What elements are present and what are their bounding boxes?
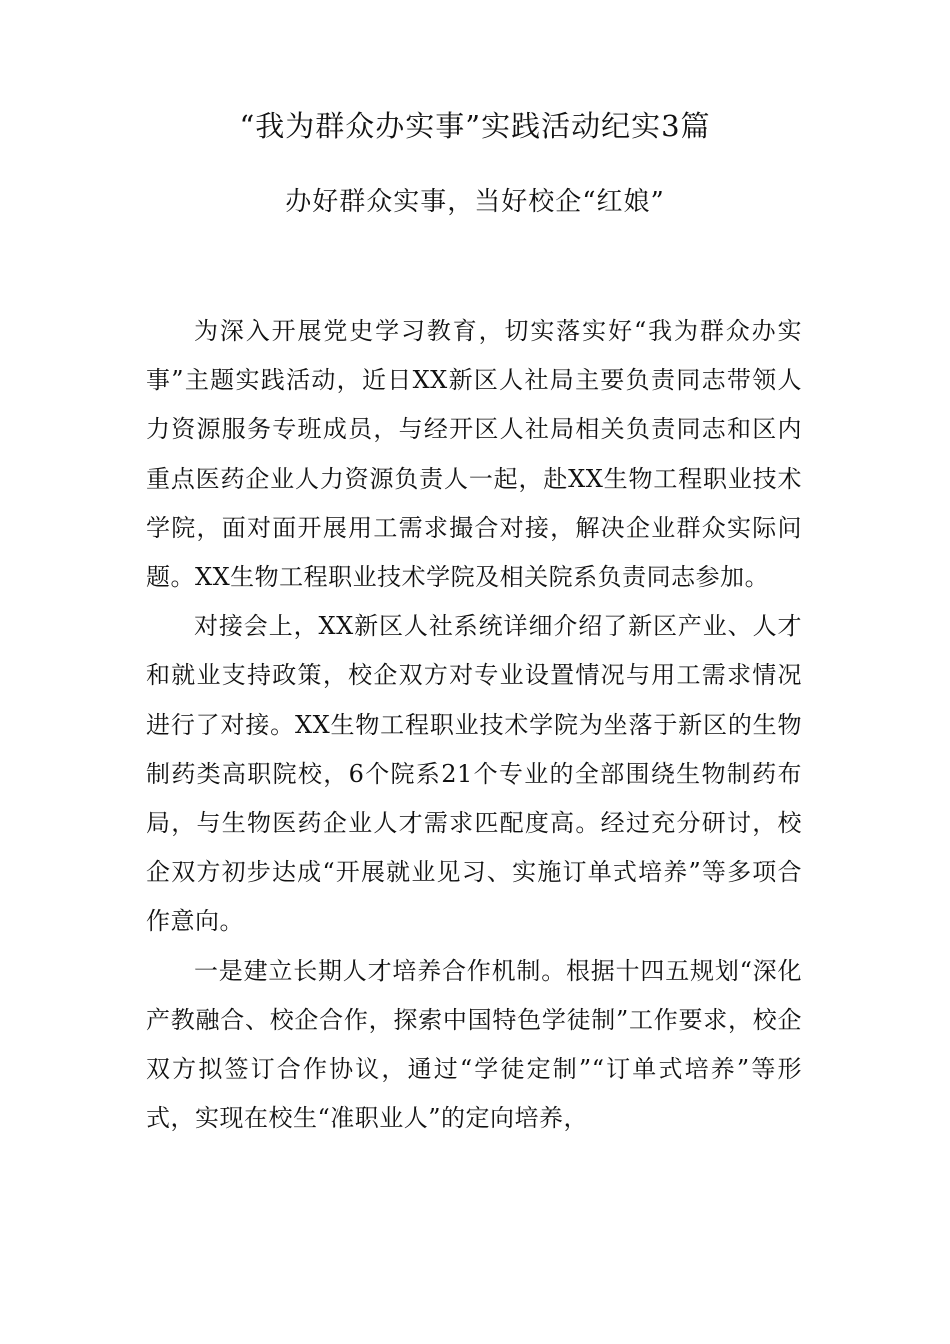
paragraph-1: 为深入开展党史学习教育，切实落实好“我为群众办实事”主题实践活动，近日XX新区人社局主要负责同志带领人力资源服务专班成员，与经开区人社局相关负责同志和区内重点医药企业人力资源负责人一起，赴XX生物工程职业技术学院，面对面开展用工需求撮合对接，解决企业群众实际问题。XX生物工程职业技术学院及相关院系负责同志参加。: [146, 317, 802, 592]
document-subtitle: 办好群众实事，当好校企“红娘”: [285, 187, 665, 217]
document-body: [146, 307, 802, 1143]
document-title: “我为群众办实事”实践活动纪实3篇: [239, 109, 711, 143]
paragraph-2: 对接会上，XX新区人社系统详细介绍了新区产业、人才和就业支持政策，校企双方对专业设置情况与用工需求情况进行了对接。XX生物工程职业技术学院为坐落于新区的生物制药类高职院校，6个院系21个专业的全部围绕生物制药布局，与生物医药企业人才需求匹配度高。经过充分研讨，校企双方初步达成“开展就业见习、实施订单式培养”等多项合作意向。: [146, 612, 802, 936]
paragraph-3: 一是建立长期人才培养合作机制。根据十四五规划“深化产教融合、校企合作，探索中国特色学徒制”工作要求，校企双方拟签订合作协议，通过“学徒定制”“订单式培养”等形式，实现在校生“准职业人”的定向培养，: [146, 956, 802, 1133]
